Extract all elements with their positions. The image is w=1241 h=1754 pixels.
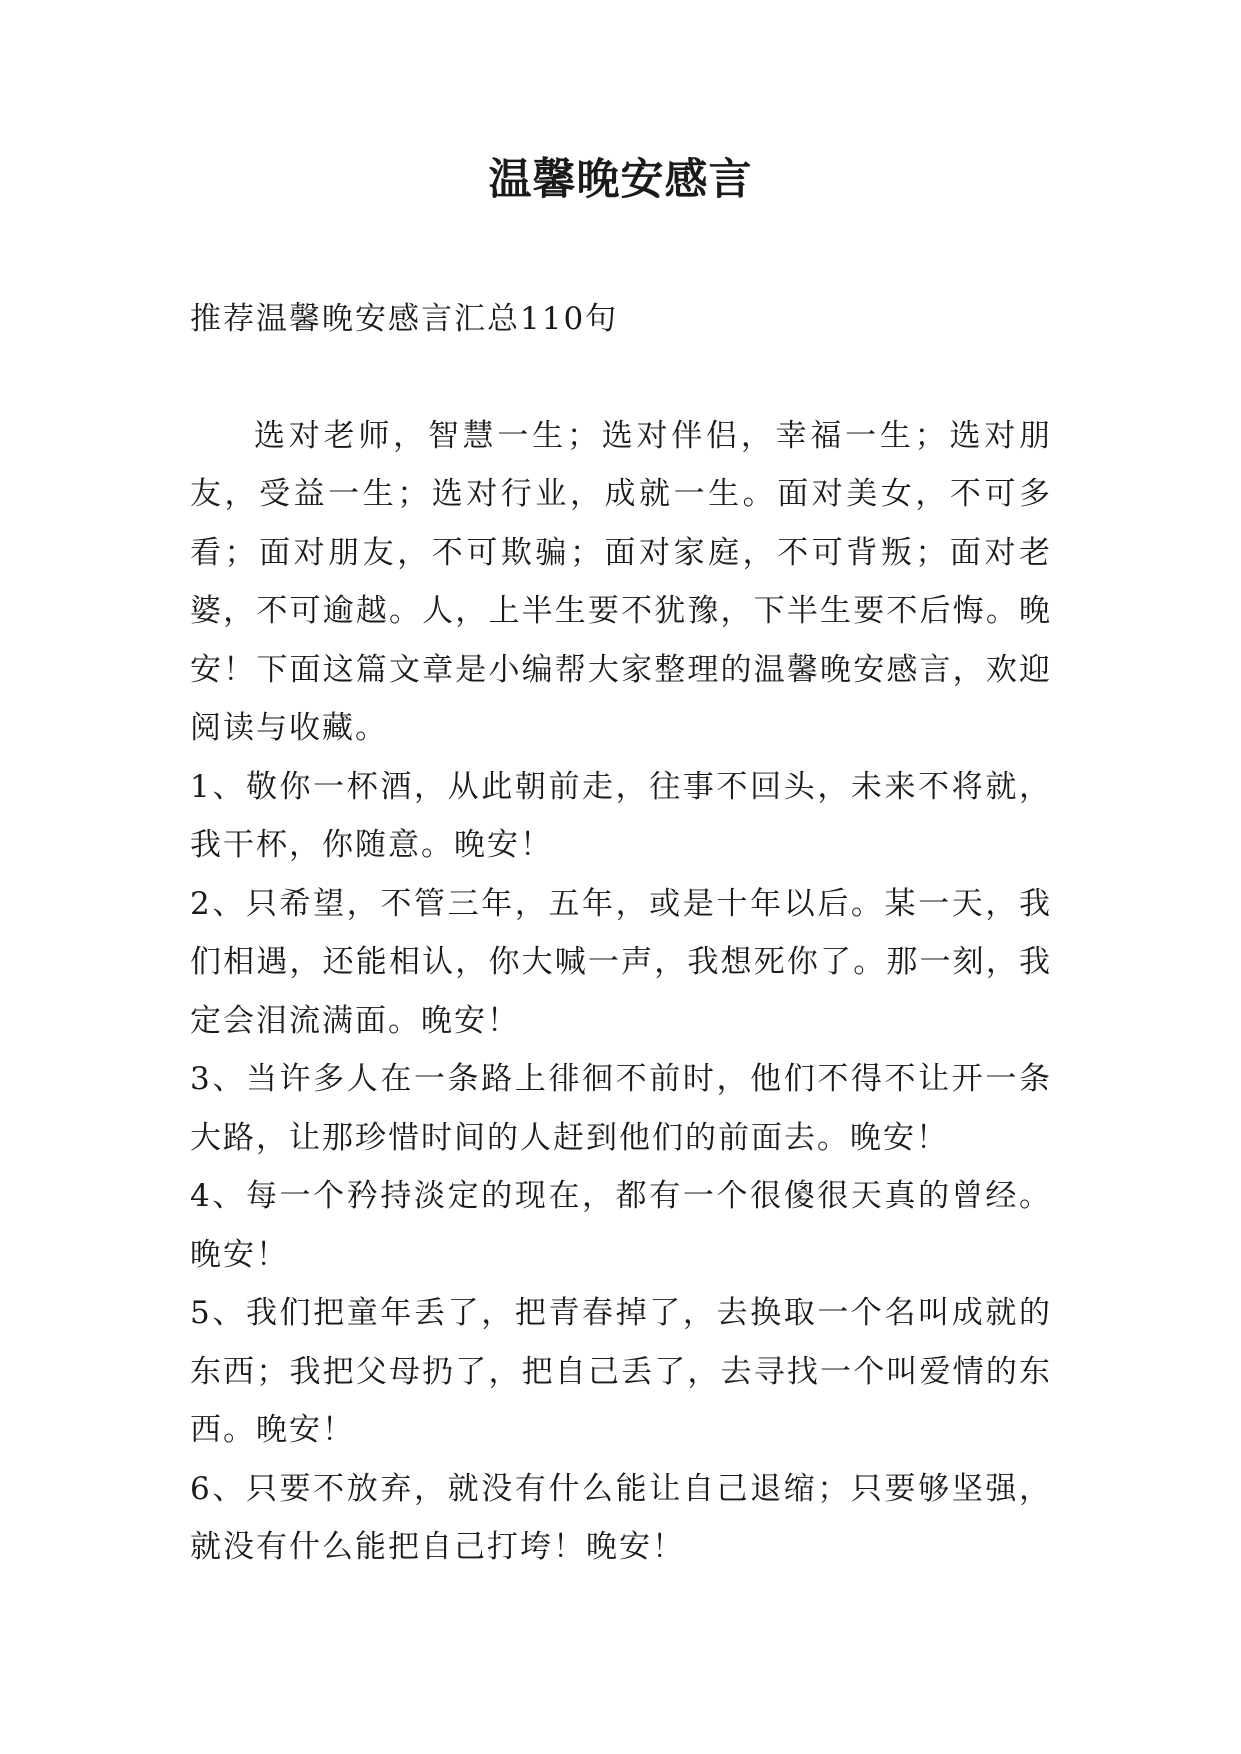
document-body [190, 290, 1052, 1577]
list-item: 2、只希望，不管三年，五年，或是十年以后。某一天，我们相遇，还能相认，你大喊一声，我想死你了。那一刻，我定会泪流满面。晚安！ [190, 885, 1052, 1039]
intro-paragraph: 选对老师，智慧一生；选对伴侣，幸福一生；选对朋友，受益一生；选对行业，成就一生。面对美女，不可多看；面对朋友，不可欺骗；面对家庭，不可背叛；面对老婆，不可逾越。人，上半生要不犹豫，下半生要不后悔。晚安！下面这篇文章是小编帮大家整理的温馨晚安感言，欢迎阅读与收藏。 [190, 417, 1052, 746]
list-item: 4、每一个矜持淡定的现在，都有一个很傻很天真的曾经。晚安！ [190, 1178, 1052, 1273]
document-subtitle: 推荐温馨晚安感言汇总110句 [190, 301, 619, 337]
list-item: 3、当许多人在一条路上徘徊不前时，他们不得不让开一条大路，让那珍惜时间的人赶到他们的前面去。晚安！ [190, 1061, 1052, 1156]
list-item: 1、敬你一杯酒，从此朝前走，往事不回头，未来不将就，我干杯，你随意。晚安！ [190, 768, 1052, 863]
list-item: 6、只要不放弃，就没有什么能让自己退缩；只要够坚强，就没有什么能把自己打垮！晚安！ [190, 1470, 1052, 1565]
document-title: 温馨晚安感言 [488, 155, 753, 205]
list-item: 5、我们把童年丢了，把青春掉了，去换取一个名叫成就的东西；我把父母扔了，把自己丢了，去寻找一个叫爱情的东西。晚安！ [190, 1295, 1052, 1448]
